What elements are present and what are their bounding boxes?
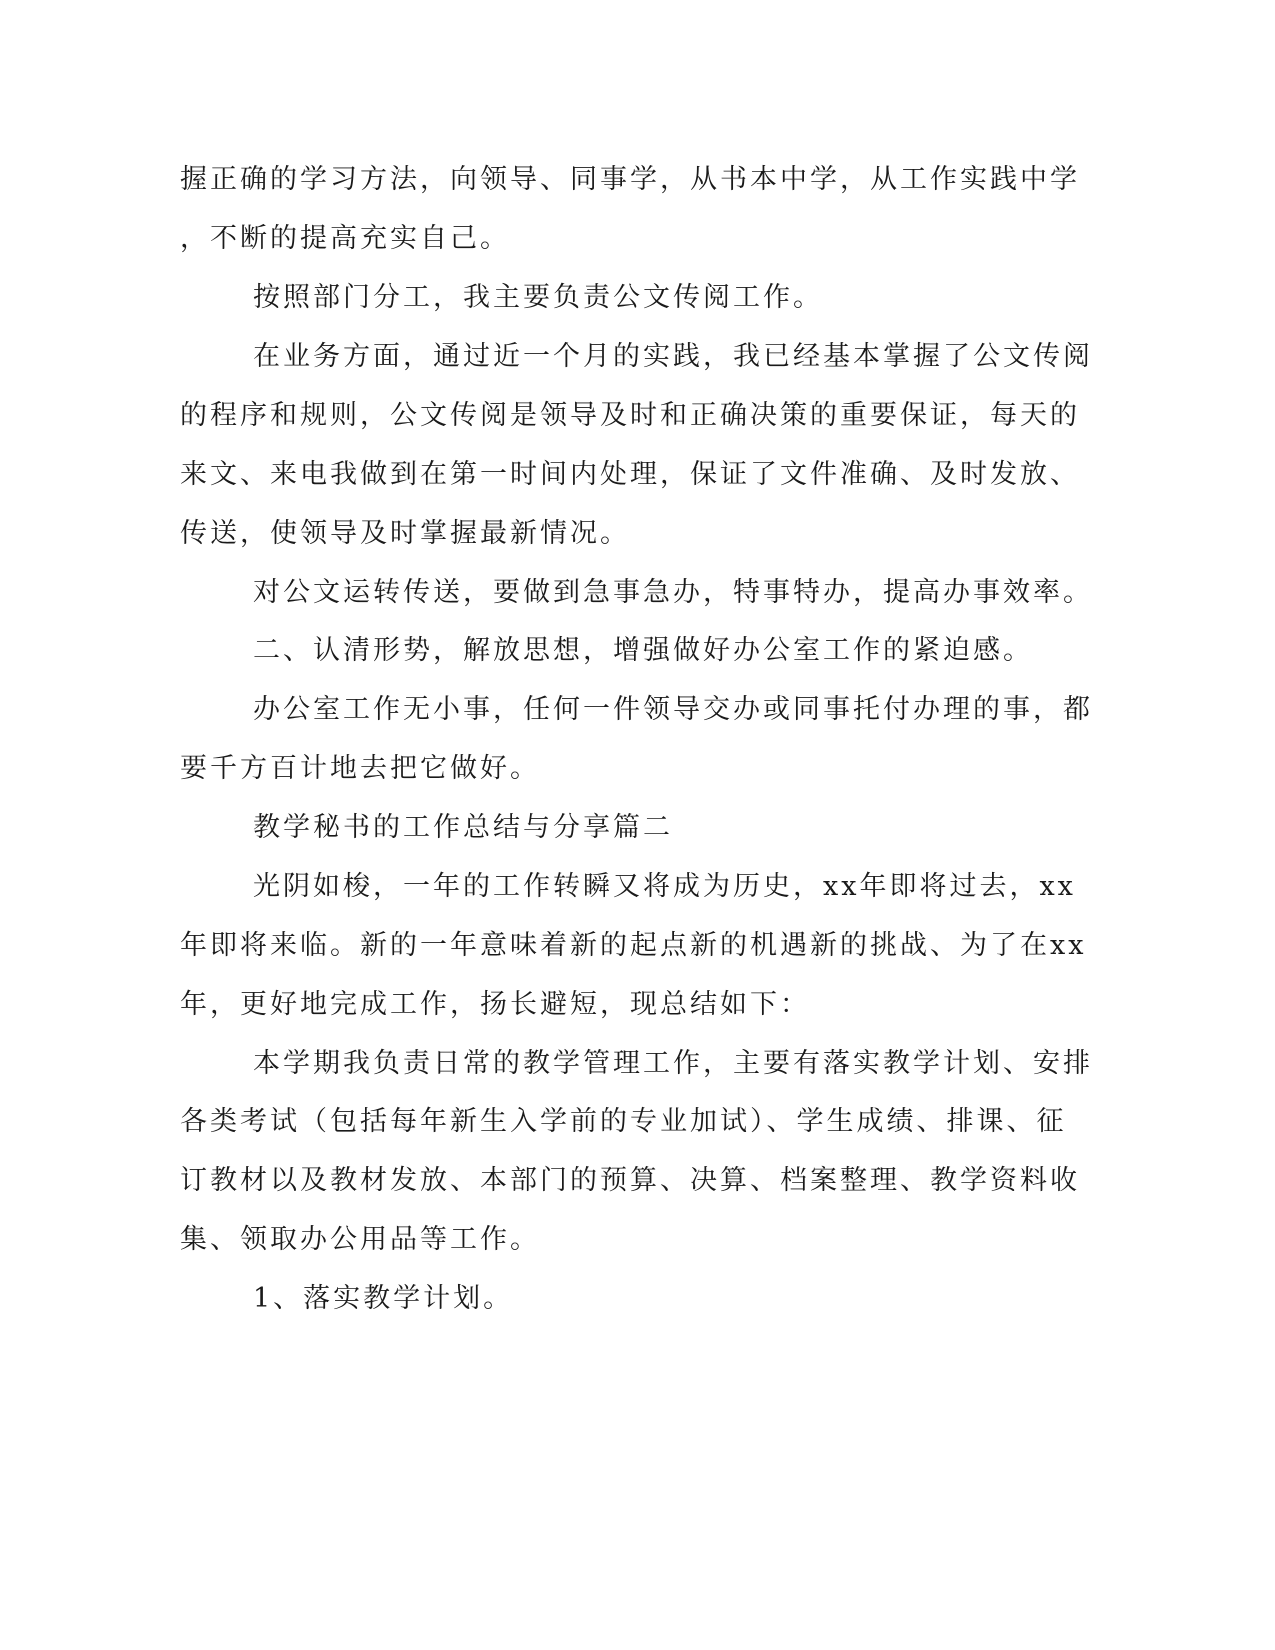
article-title: 教学秘书的工作总结与分享篇二 (253, 812, 673, 843)
body-line: 传送，使领导及时掌握最新情况。 (180, 518, 630, 549)
body-line: 集、领取办公用品等工作。 (180, 1224, 540, 1255)
body-line: 年，更好地完成工作，扬长避短，现总结如下： (180, 989, 810, 1020)
body-line: 在业务方面，通过近一个月的实践，我已经基本掌握了公文传阅 (253, 341, 1093, 372)
body-line: 的程序和规则，公文传阅是领导及时和正确决策的重要保证，每天的 (180, 400, 1080, 431)
body-line: 本学期我负责日常的教学管理工作，主要有落实教学计划、安排 (253, 1048, 1093, 1079)
body-line: 光阴如梭，一年的工作转瞬又将成为历史，xx年即将过去，xx (253, 871, 1076, 902)
body-line: ，不断的提高充实自己。 (180, 223, 510, 254)
body-line: 要千方百计地去把它做好。 (180, 753, 540, 784)
section-heading: 二、认清形势，解放思想，增强做好办公室工作的紧迫感。 (253, 635, 1033, 666)
body-line: 年即将来临。新的一年意味着新的起点新的机遇新的挑战、为了在xx (180, 930, 1087, 961)
body-line: 来文、来电我做到在第一时间内处理，保证了文件准确、及时发放、 (180, 459, 1080, 490)
body-line: 各类考试（包括每年新生入学前的专业加试）、学生成绩、排课、征 (180, 1106, 1067, 1137)
body-line: 按照部门分工，我主要负责公文传阅工作。 (253, 282, 823, 313)
body-line: 握正确的学习方法，向领导、同事学，从书本中学，从工作实践中学 (180, 164, 1080, 195)
numbered-item: 1、落实教学计划。 (253, 1283, 514, 1314)
body-line: 订教材以及教材发放、本部门的预算、决算、档案整理、教学资料收 (180, 1165, 1080, 1196)
body-line: 办公室工作无小事，任何一件领导交办或同事托付办理的事，都 (253, 694, 1093, 725)
body-line: 对公文运转传送，要做到急事急办，特事特办，提高办事效率。 (253, 577, 1093, 608)
